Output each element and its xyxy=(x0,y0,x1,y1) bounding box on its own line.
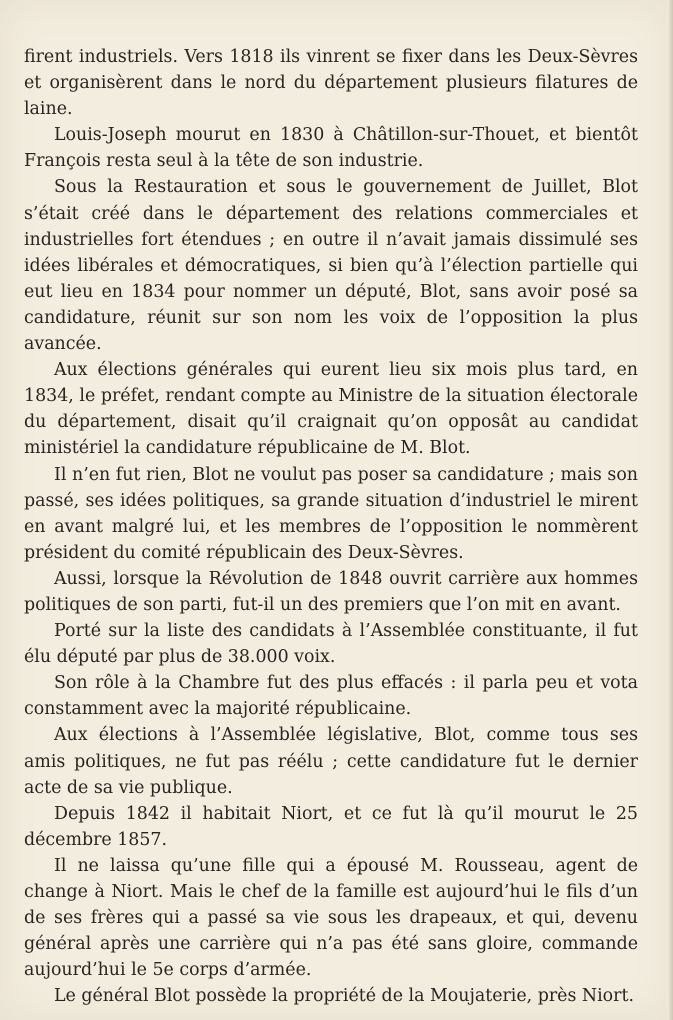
paragraph-11: Il ne laissa qu’une fille qui a épousé M. Rousseau, agent de change à Niort. Mais le chef de la famille est aujourd’hui le fils d’un de ses frères qui a passé sa vie sous les drapeaux, et qui, devenu général après une carrière qui n’a pas été sans gloire, commande aujourd’hui le 5e corps d’armée. xyxy=(24,855,638,981)
body-text xyxy=(24,44,638,1009)
paragraph-4: Aux élections générales qui eurent lieu six mois plus tard, en 1834, le préfet, rendant compte au Ministre de la situation électorale du département, disait qu’il craignait qu’on opposât au candidat ministériel la candidature républicaine de M. Blot. xyxy=(24,360,638,459)
page-edge-shadow xyxy=(667,0,673,1020)
paragraph-1: firent industriels. Vers 1818 ils vinrent se fixer dans les Deux-Sèvres et organisèrent dans le nord du département plusieurs filatures de laine. xyxy=(24,47,638,120)
paragraph-9: Aux élections à l’Assemblée législative, Blot, comme tous ses amis politiques, ne fut pas réélu ; cette candidature fut le dernier acte de sa vie publique. xyxy=(24,725,638,798)
paragraph-10: Depuis 1842 il habitait Niort, et ce fut là qu’il mourut le 25 décembre 1857. xyxy=(24,803,638,850)
paragraph-6: Aussi, lorsque la Révolution de 1848 ouvrit carrière aux hommes politiques de son parti, fut-il un des premiers que l’on mit en avant. xyxy=(24,568,638,615)
paragraph-3: Sous la Restauration et sous le gouvernement de Juillet, Blot s’était créé dans le département des relations commerciales et industrielles fort étendues ; en outre il n’avait jamais dissimulé ses idées libérales et démocratiques, si bien qu’à l’élection partielle qui eut lieu en 1834 pour nommer un député, Blot, sans avoir posé sa candidature, réunit sur son nom les voix de l’opposition la plus avancée. xyxy=(24,177,638,355)
paragraph-7: Porté sur la liste des candidats à l’Assemblée constituante, il fut élu député par plus de 38.000 voix. xyxy=(24,621,638,668)
paragraph-5: Il n’en fut rien, Blot ne voulut pas poser sa candidature ; mais son passé, ses idées politiques, sa grande situation d’industriel le mirent en avant malgré lui, et les membres de l’opposition le nommèrent président du comité républicain des Deux-Sèvres. xyxy=(24,464,638,563)
paragraph-8: Son rôle à la Chambre fut des plus effacés : il parla peu et vota constamment avec la majorité républicaine. xyxy=(24,673,638,720)
paragraph-2: Louis-Joseph mourut en 1830 à Châtillon-sur-Thouet, et bientôt François resta seul à la tête de son industrie. xyxy=(24,125,638,172)
paragraph-12: Le général Blot possède la propriété de la Moujaterie, près Niort. xyxy=(54,986,634,1007)
